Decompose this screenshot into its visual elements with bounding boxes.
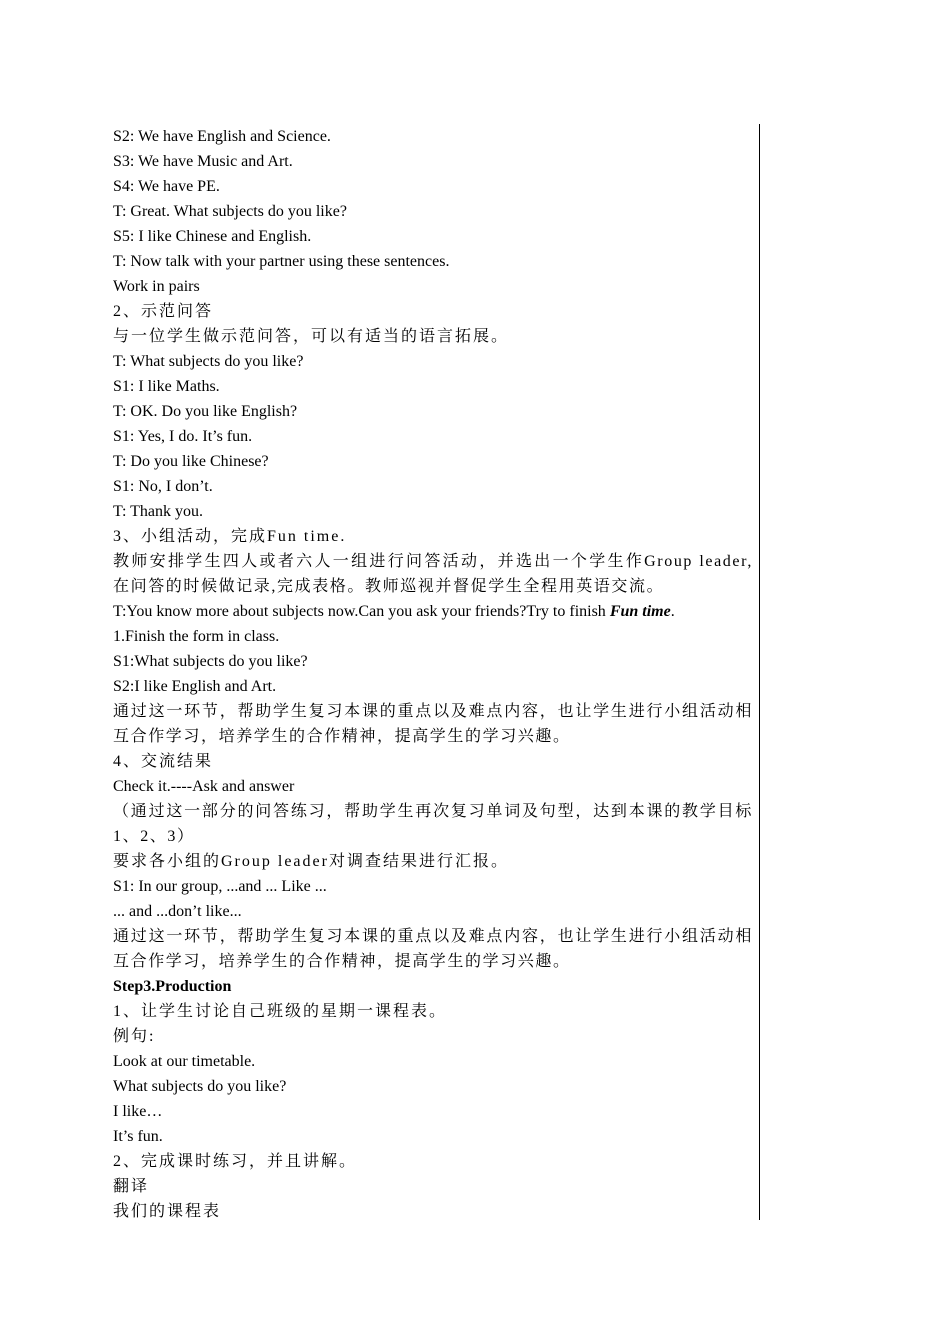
dialog-line: T: Great. What subjects do you like? bbox=[113, 203, 347, 220]
dialog-text: T:You know more about subjects now.Can you ask your friends?Try to finish bbox=[113, 603, 610, 620]
instruction-line: 要求各小组的Group leader对调查结果进行汇报。 bbox=[113, 853, 509, 870]
dialog-text-end: . bbox=[670, 603, 675, 620]
section-heading: 4、交流结果 bbox=[113, 753, 214, 770]
instruction-line: 与一位学生做示范问答，可以有适当的语言拓展。 bbox=[113, 328, 510, 345]
dialog-line: S2: We have English and Science. bbox=[113, 128, 331, 145]
purpose-paragraph: 通过这一环节，帮助学生复习本课的重点以及难点内容，也让学生进行小组活动相互合作学习，培养学生的合作精神，提高学生的学习兴趣。 bbox=[113, 703, 753, 745]
dialog-line: S1: Yes, I do. It’s fun. bbox=[113, 428, 253, 445]
dialog-line: S2:I like English and Art. bbox=[113, 678, 277, 695]
dialog-line: S1: In our group, ...and ... Like ... bbox=[113, 878, 327, 895]
step-heading: Step3.Production bbox=[113, 978, 232, 995]
instruction-line: 1.Finish the form in class. bbox=[113, 628, 280, 645]
exercise-item: 我们的课程表 bbox=[113, 1203, 222, 1220]
dialog-line: S1:What subjects do you like? bbox=[113, 653, 308, 670]
dialog-line: T: OK. Do you like English? bbox=[113, 403, 298, 420]
purpose-paragraph: （通过这一部分的问答练习，帮助学生再次复习单词及句型，达到本课的教学目标1、2、3） bbox=[113, 803, 753, 845]
instruction-line: 1、让学生讨论自己班级的星期一课程表。 bbox=[113, 1003, 448, 1020]
dialog-line bbox=[113, 599, 753, 624]
dialog-line: ... and ...don’t like... bbox=[113, 903, 242, 920]
exercise-label: 翻译 bbox=[113, 1178, 150, 1195]
instruction-paragraph: 教师安排学生四人或者六人一组进行问答活动，并选出一个学生作Group leader, 在问答的时候做记录,完成表格。教师巡视并督促学生全程用英语交流。 bbox=[113, 553, 753, 595]
dialog-line: T: Thank you. bbox=[113, 503, 204, 520]
instruction-line: 2、完成课时练习，并且讲解。 bbox=[113, 1153, 358, 1170]
table-right-border bbox=[759, 124, 760, 1220]
dialog-line: T: Do you like Chinese? bbox=[113, 453, 269, 470]
dialog-line: S4: We have PE. bbox=[113, 178, 220, 195]
section-heading: 2、示范问答 bbox=[113, 303, 214, 320]
dialog-line: S1: I like Maths. bbox=[113, 378, 220, 395]
lesson-content bbox=[113, 124, 753, 1224]
dialog-line: T: Now talk with your partner using these sentences. bbox=[113, 253, 450, 270]
example-line: Look at our timetable. bbox=[113, 1053, 256, 1070]
instruction-line: Work in pairs bbox=[113, 278, 200, 295]
example-line: What subjects do you like? bbox=[113, 1078, 287, 1095]
fun-time-emphasis: Fun time bbox=[609, 603, 671, 620]
dialog-line: S3: We have Music and Art. bbox=[113, 153, 293, 170]
dialog-line: S5: I like Chinese and English. bbox=[113, 228, 312, 245]
purpose-paragraph: 通过这一环节，帮助学生复习本课的重点以及难点内容，也让学生进行小组活动相互合作学习，培养学生的合作精神，提高学生的学习兴趣。 bbox=[113, 928, 753, 970]
instruction-line: Check it.----Ask and answer bbox=[113, 778, 295, 795]
dialog-line: T: What subjects do you like? bbox=[113, 353, 304, 370]
dialog-line: S1: No, I don’t. bbox=[113, 478, 213, 495]
example-line: I like… bbox=[113, 1103, 163, 1120]
section-heading: 3、小组活动，完成Fun time. bbox=[113, 528, 347, 545]
example-label: 例句: bbox=[113, 1028, 156, 1045]
example-line: It’s fun. bbox=[113, 1128, 163, 1145]
